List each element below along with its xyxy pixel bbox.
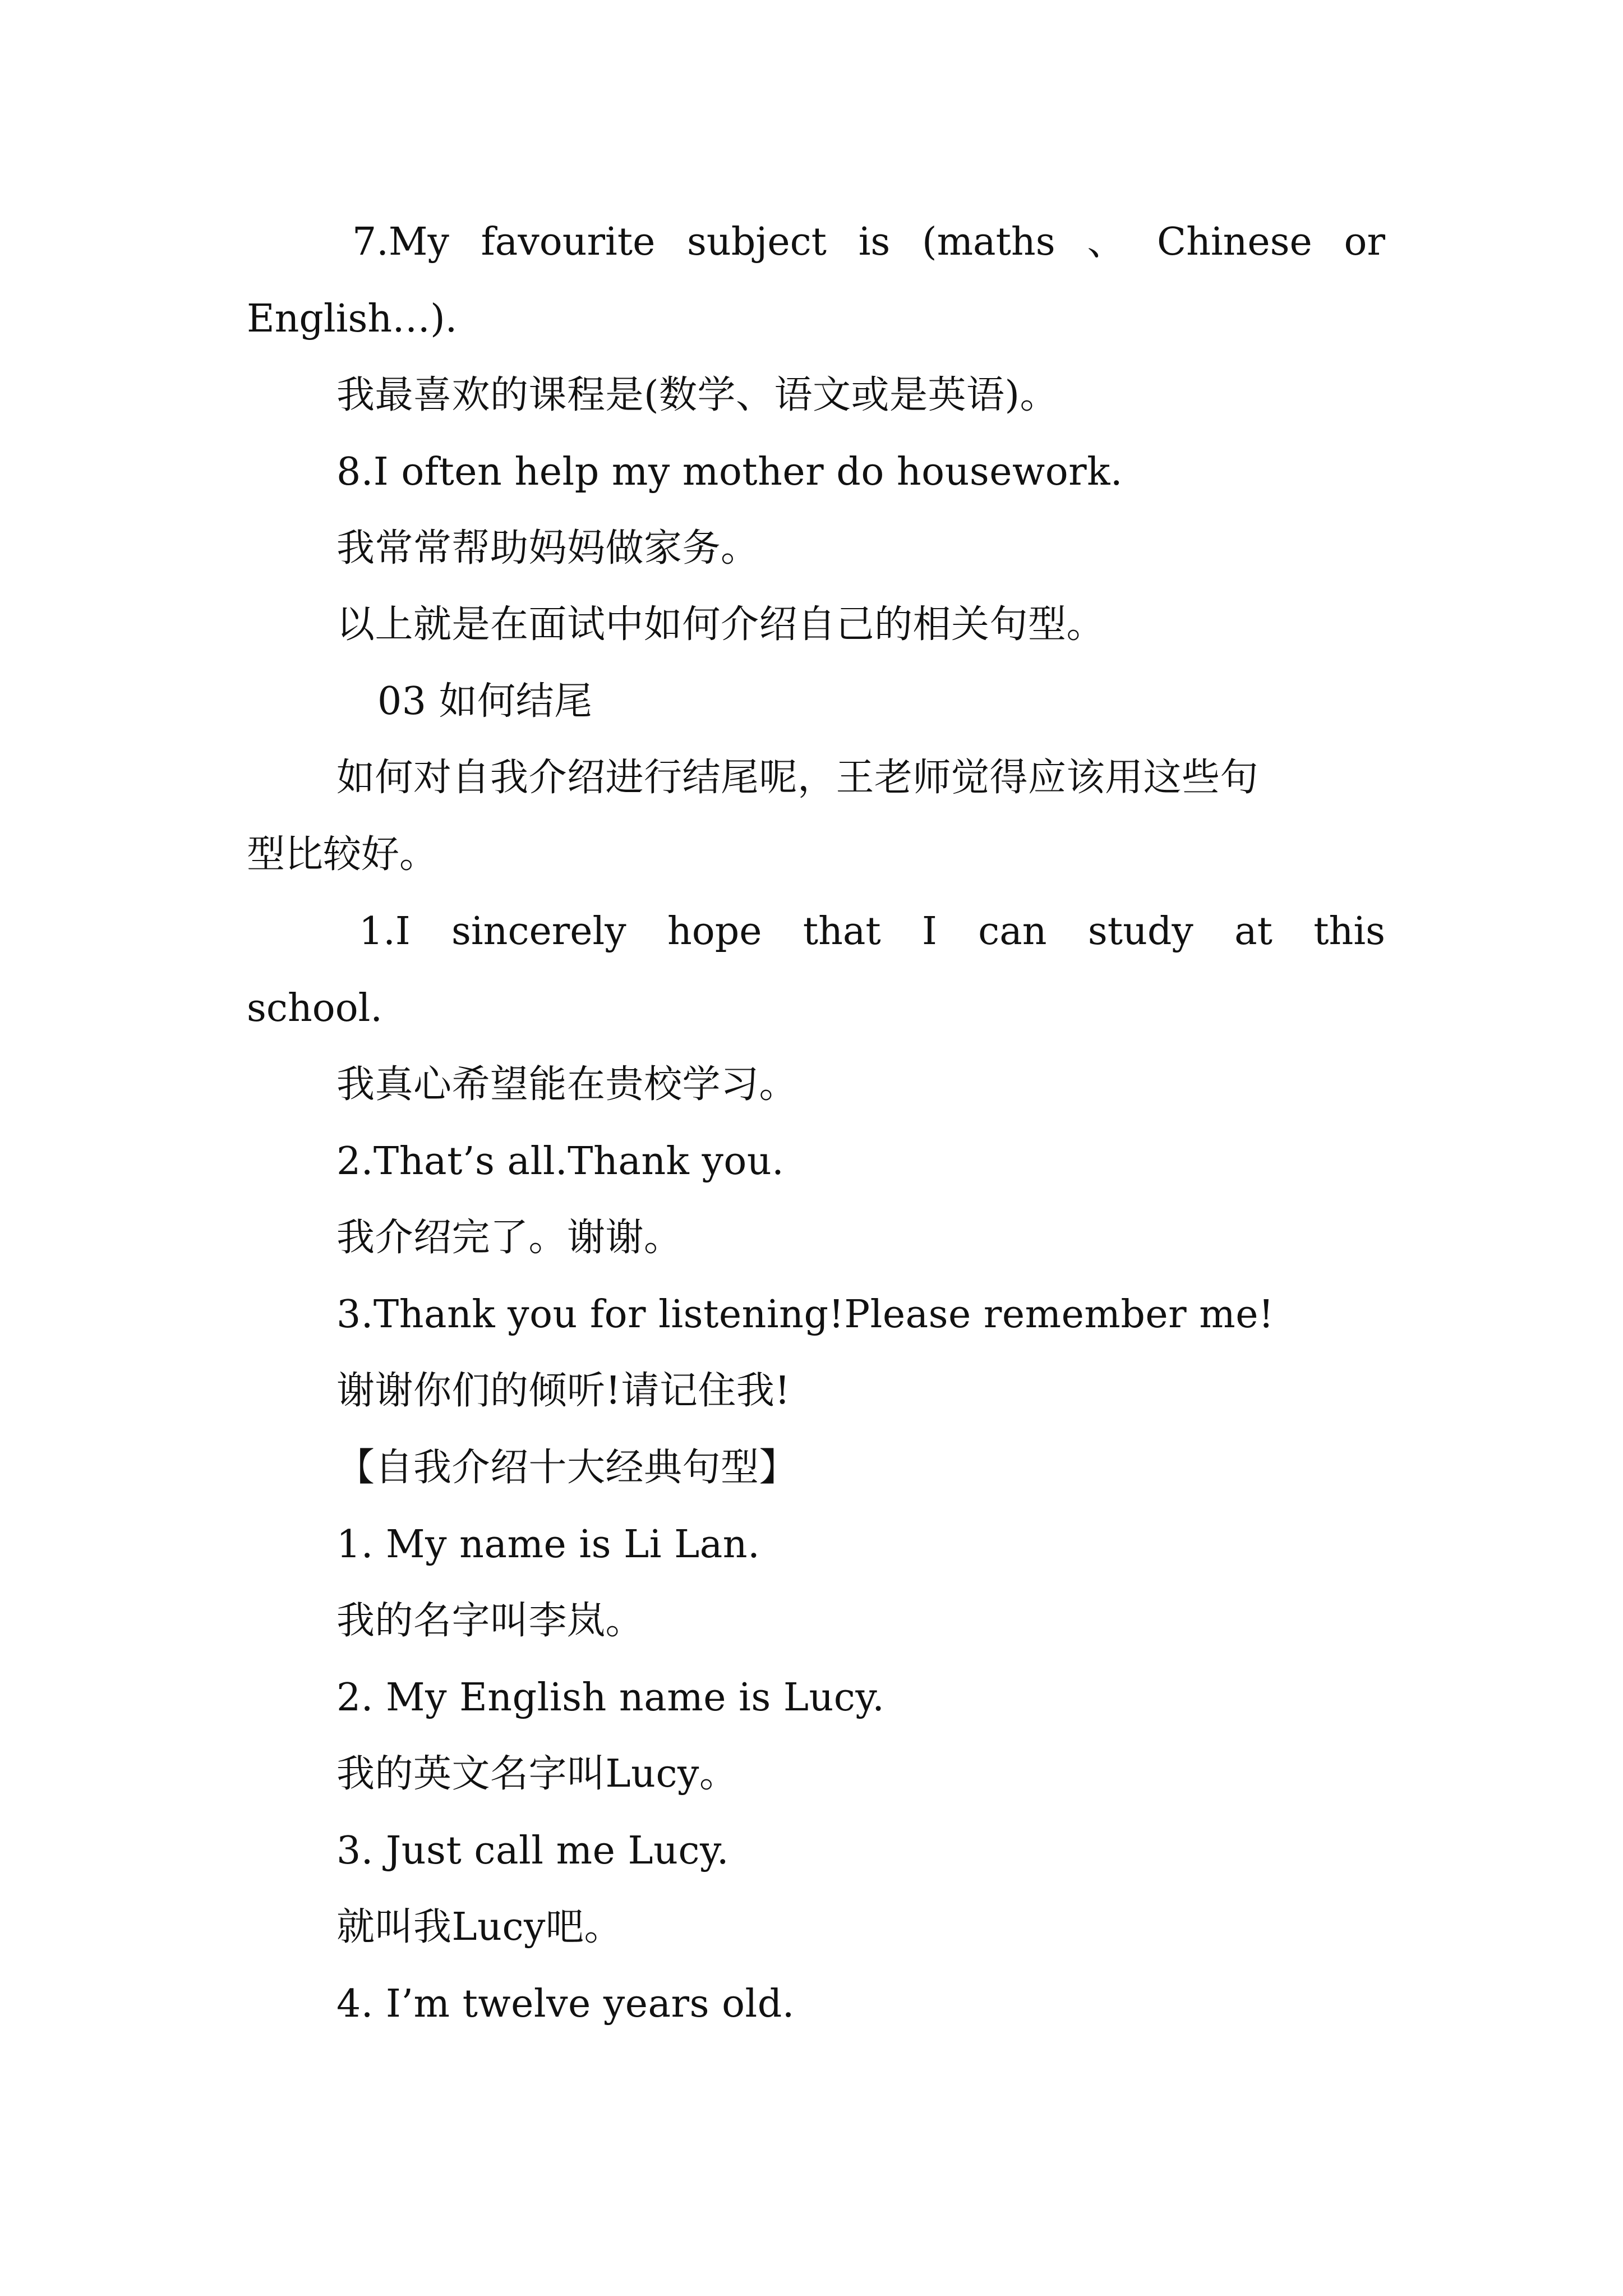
word: I [922, 909, 937, 954]
word: that [803, 909, 881, 954]
pattern-1: 1. My name is Li Lan. [336, 1522, 760, 1567]
word: (maths [922, 220, 1055, 264]
pattern-2: 2. My English name is Lucy. [336, 1676, 885, 1720]
sentence-7-translation: 我最喜欢的课程是(数学、语文或是英语)。 [336, 373, 1059, 417]
ending-sentence-3-translation: 谢谢你们的倾听!请记住我! [336, 1369, 791, 1413]
word: 1.I [359, 909, 411, 954]
word: this [1313, 909, 1385, 954]
ending-sentence-2: 2.That’s all.Thank you. [336, 1139, 785, 1184]
ending-sentence-2-translation: 我介绍完了。谢谢。 [336, 1216, 683, 1260]
pattern-3-translation: 就叫我Lucy吧。 [336, 1905, 623, 1949]
word: subject [687, 220, 827, 264]
ending-sentence-1-translation: 我真心希望能在贵校学习。 [336, 1062, 798, 1107]
intro-paragraph-line-1: 如何对自我介绍进行结尾呢，王老师觉得应该用这些句 [336, 756, 1259, 800]
ending-sentence-3: 3.Thank you for listening!Please remember me! [336, 1292, 1274, 1337]
pattern-4: 4. I’m twelve years old. [336, 1982, 795, 2026]
word: can [978, 909, 1047, 954]
section-heading: 03 如何结尾 [377, 679, 593, 724]
pattern-1-translation: 我的名字叫李岚。 [336, 1599, 644, 1643]
word: Chinese [1157, 220, 1312, 264]
pattern-2-translation: 我的英文名字叫Lucy。 [336, 1752, 738, 1796]
intro-paragraph-line-2: 型比较好。 [247, 832, 438, 877]
word: or [1344, 220, 1385, 264]
sentence-8-translation: 我常常帮助妈妈做家务。 [336, 526, 759, 570]
ending-sentence-1-line-1 [359, 909, 1385, 954]
sentence-7-line-2: English…). [247, 297, 458, 341]
word: is [858, 220, 891, 264]
word: study [1087, 909, 1193, 954]
sentence-8: 8.I often help my mother do housework. [336, 450, 1123, 494]
ten-patterns-heading: 【自我介绍十大经典句型】 [336, 1446, 798, 1490]
summary-paragraph: 以上就是在面试中如何介绍自己的相关句型。 [336, 602, 1105, 647]
word: favourite [481, 220, 656, 264]
word: 7.My [352, 220, 449, 264]
pattern-3: 3. Just call me Lucy. [336, 1829, 729, 1873]
word: sincerely [451, 909, 626, 954]
sentence-7-line-1 [352, 220, 1385, 264]
word: hope [667, 909, 762, 954]
word: 、 [1087, 220, 1126, 264]
ending-sentence-1-line-2: school. [247, 986, 383, 1030]
word: at [1234, 909, 1272, 954]
